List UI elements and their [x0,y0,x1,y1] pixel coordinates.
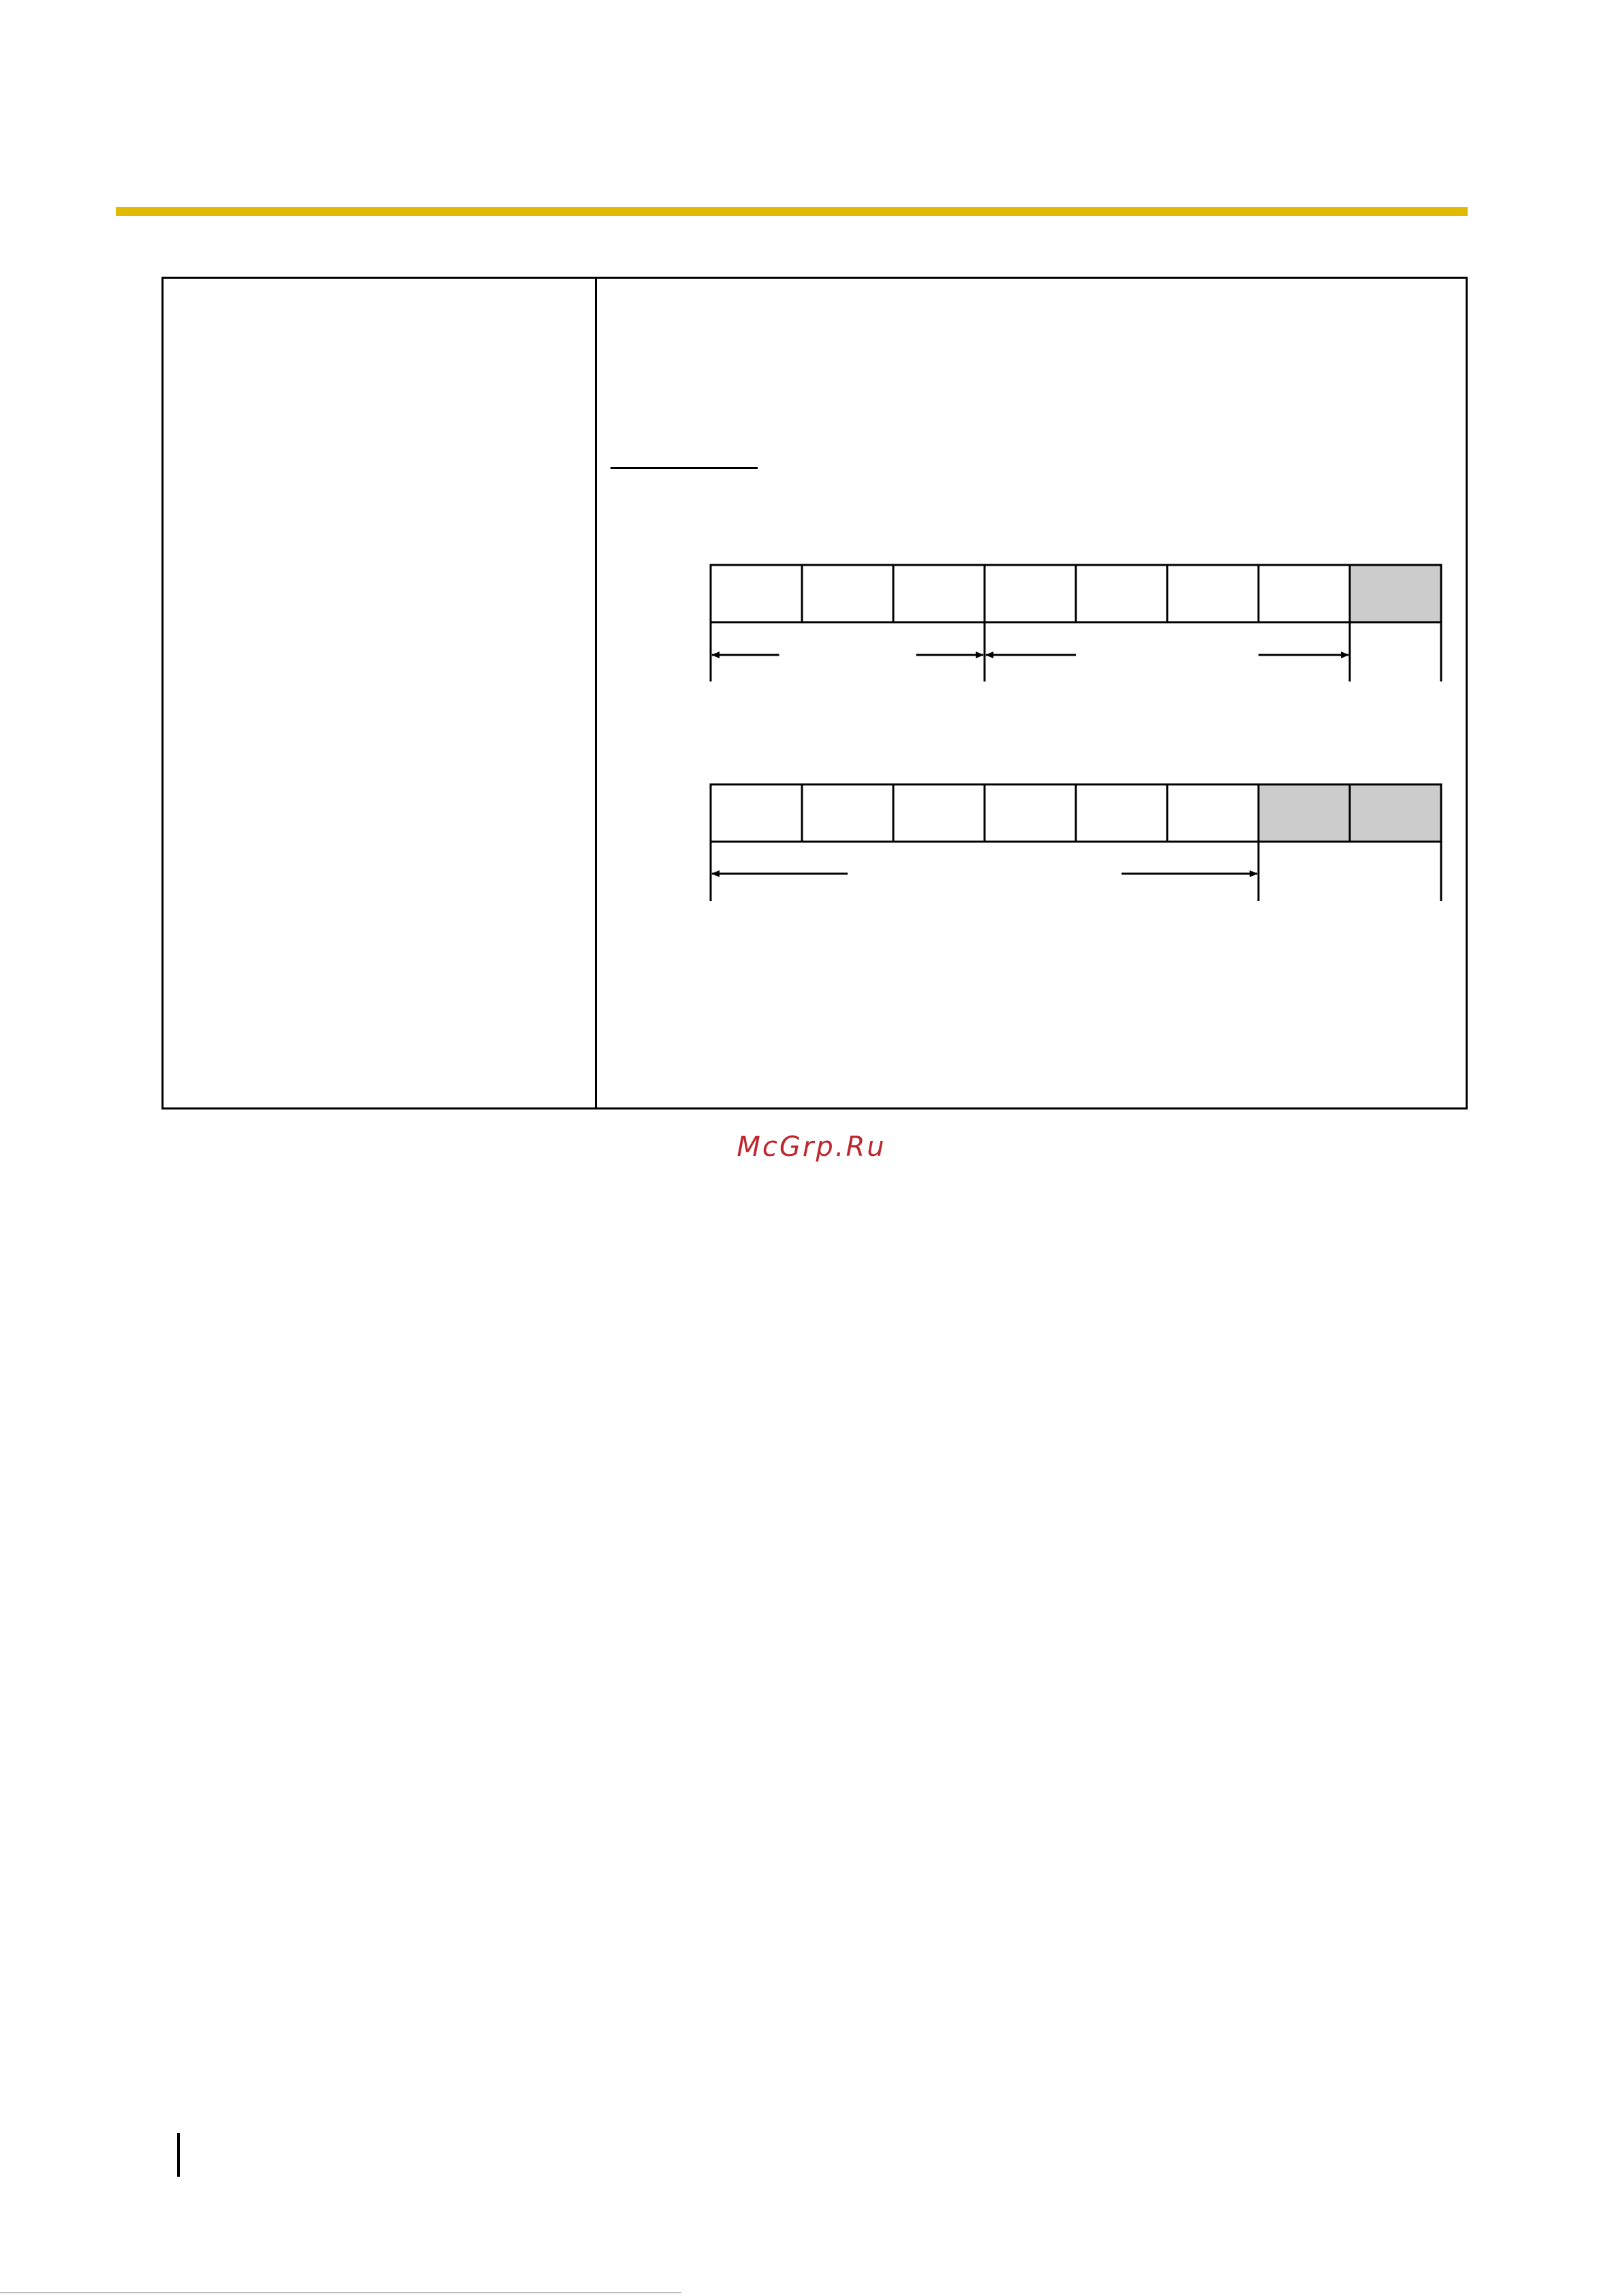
header-rule [116,207,1468,216]
table-right-cell [597,279,1466,1107]
heading-underline [610,467,758,469]
bottom-rule [0,2292,681,2293]
content-table [161,277,1468,1109]
table-left-cell [164,279,595,1107]
watermark-text: McGrp.Ru [737,1131,886,1163]
footer-marker [177,2133,180,2177]
